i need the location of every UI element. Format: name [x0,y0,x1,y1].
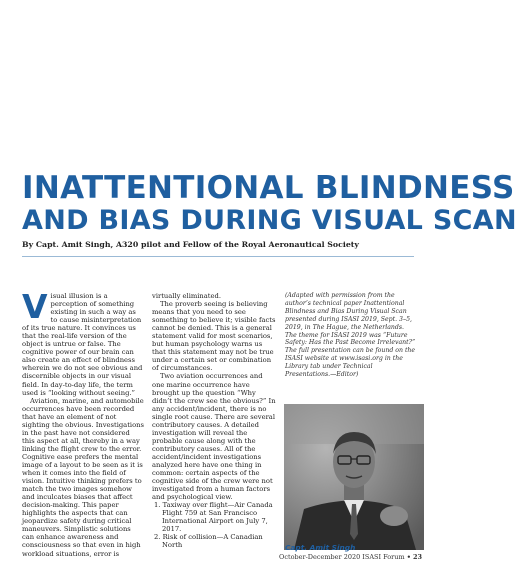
editor-note-text: (Adapted with permission from the author’s technical paper Inattentional Blindness and Bias During Visual Scan presented during ISASI 2019, Sept. 3–5, 2019, in The Hague, the Netherlands. The theme for ISASI 2019 was “Future Safety: Has the Past Become Irrelevant?” The full presentation can be found on the ISASI website at www.isasi.org in the Library tab under Technical Presentations.—Editor) [285,292,416,379]
list-item: 1. Taxiway over flight—Air Canada Flight 759 at San Francisco International Airport on July 7, 2017. [154,501,273,534]
page-number: 23 [412,553,422,561]
divider [22,256,414,257]
paragraph [22,287,144,397]
header-whitespace [0,0,432,165]
article-title-line2: AND BIAS DURING VISUAL SCAN [22,205,517,236]
paragraph-text: isual illusion is a perception of something existing in such a way as to cause misinterpretation of its true nature. It convinces us that the real-life version of the object is untrue or false. The cognitive power of our brain can also create an effect of blindness wherein we do not see obvious and discernible objects in our visual field. In day-to-day life, the term used is “looking without seeing.” [22,292,143,397]
footer-separator: • [406,553,411,561]
column-2 [152,292,276,550]
list-item: 2. Risk of collision—A Canadian North [154,533,263,550]
paragraph: Aviation, marine, and automobile occurrences have been recorded that have an element of not sighting the obvious. Investigations in the past have not considered this aspect at all, thereby in a way linking the flight crew to the error. Cognitive ease prefers the mental image of a layout to be seen as it is when it comes into the field of vision. Intuitive thinking prefers to match the two images somehow and inculcates biases that affect decision-making. This paper highlights the aspects that can jeopardize safety during critical maneuvers. Simplistic solutions can enhance awareness and consciousness so that even in high workload situations, error is [22,396,144,558]
author-photo [284,404,424,550]
issue-label: October-December 2020 ISASI Forum [279,553,405,561]
editor-note [285,292,417,379]
column-1 [22,287,144,558]
paragraph: virtually eliminated. [152,292,221,300]
page-footer [279,553,422,561]
author-portrait-image [284,404,424,550]
paragraph: Two aviation occurrences and one marine occurrence have brought up the question “Why didn’t the crew see the obvious?” In any accident/incident, there is no single root cause. There are several contributory causes. A detailed investigation will reveal the probable cause along with the contributory causes. All of the accident/incident investigations analyzed here have one thing in common: certain aspects of the cognitive side of the crew were not investigated from a human factors and psychological view. [152,372,276,502]
paragraph: The proverb seeing is believing means that you need to see something to believe it; visible facts cannot be denied. This is a general statement valid for most scenarios, but human psychology warns us that this statement may not be true under a certain set or combination of circumstances. [152,300,276,373]
drop-cap: V [22,287,48,326]
article-title-line1: INATTENTIONAL BLINDNESS [22,170,515,206]
photo-caption: Capt. Amit Singh [285,543,356,552]
byline: By Capt. Amit Singh, A320 pilot and Fellow of the Royal Aeronautical Society [22,240,359,249]
